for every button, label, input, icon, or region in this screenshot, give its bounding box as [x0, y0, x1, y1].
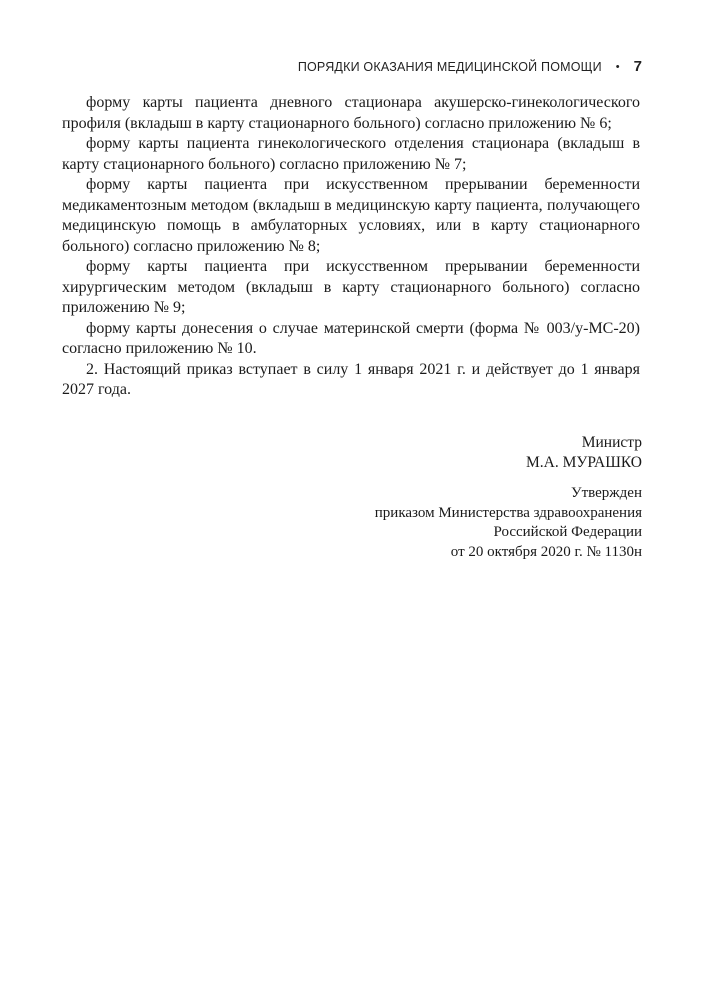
signatory-name: М.А. МУРАШКО [526, 454, 642, 471]
paragraph-effective-date: 2. Настоящий приказ вступает в силу 1 января 2021 г. и действует до 1 января 2027 года. [62, 360, 640, 398]
approval-block [375, 484, 642, 562]
paragraph-appendix-10: форму карты донесения о случае материнской смерти (форма № 003/у-МС-20) согласно приложению № 10. [62, 319, 640, 357]
paragraph-appendix-6: форму карты пациента дневного стационара акушерско-гинекологического профиля (вкладыш в карту стационарного больного) согласно приложению № 6; [62, 94, 640, 132]
approval-line-3: Российской Федерации [493, 524, 642, 540]
paragraph-appendix-9: форму карты пациента при искусственном прерывании беременности хирургическим методом (вкладыш в карту стационарного больного) согласно приложению № 9; [62, 258, 640, 316]
signatory-position: Министр [581, 434, 642, 451]
signature-block [526, 433, 642, 473]
page-number: 7 [633, 58, 642, 75]
running-header [298, 58, 642, 75]
approval-line-4: от 20 октября 2020 г. № 1130н [450, 543, 642, 560]
approval-line-1: Утвержден [570, 485, 642, 501]
header-bullet: • [615, 61, 620, 73]
body-text [62, 93, 640, 401]
paragraph-appendix-7: форму карты пациента гинекологического отделения стационара (вкладыш в карту стационарного больного) согласно приложению № 7; [62, 135, 640, 173]
approval-line-2: приказом Министерства здравоохранения [374, 504, 642, 521]
paragraph-appendix-8: форму карты пациента при искусственном прерывании беременности медикаментозным методом (вкладыш в медицинскую карту пациента, получающего медицинскую помощь в амбулаторных условиях, или в карту стационарного больного) согласно приложению № 8; [62, 176, 640, 255]
running-title: ПОРЯДКИ ОКАЗАНИЯ МЕДИЦИНСКОЙ ПОМОЩИ [297, 60, 602, 74]
